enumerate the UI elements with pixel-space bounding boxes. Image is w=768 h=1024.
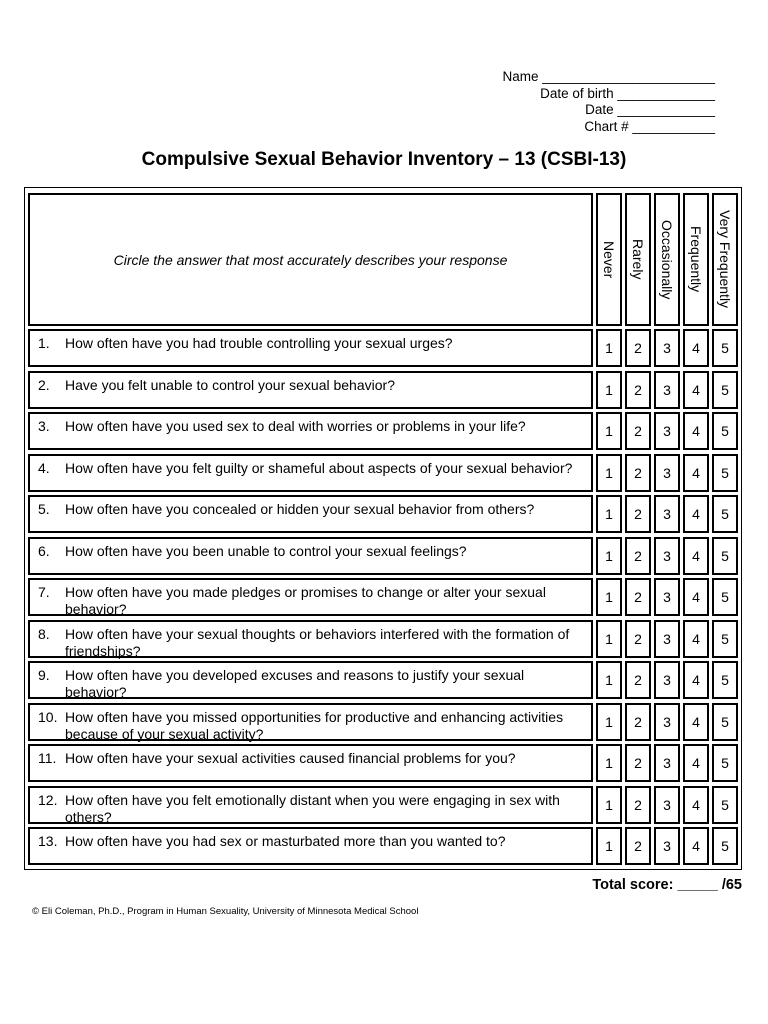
- answer-option[interactable]: 1: [596, 703, 622, 741]
- question-text: How often have you been unable to control your sexual feelings?: [65, 543, 467, 559]
- answer-option[interactable]: 3: [654, 744, 680, 782]
- date-of-birth-field[interactable]: Date of birth _____________: [540, 85, 715, 101]
- answer-option[interactable]: 4: [683, 454, 709, 492]
- answer-option[interactable]: 3: [654, 827, 680, 865]
- answer-option[interactable]: 1: [596, 661, 622, 699]
- answer-option[interactable]: 2: [625, 537, 651, 575]
- question-number: 6.: [38, 543, 50, 559]
- answer-option[interactable]: 5: [712, 661, 738, 699]
- answer-option[interactable]: 1: [596, 620, 622, 658]
- answer-option[interactable]: 4: [683, 744, 709, 782]
- column-header-frequently: [683, 193, 709, 326]
- question-text: How often have you felt guilty or shameful about aspects of your sexual behavior?: [65, 460, 573, 476]
- question-number: 8.: [38, 626, 50, 642]
- answer-option[interactable]: 1: [596, 495, 622, 533]
- question-row: [28, 329, 593, 367]
- question-text: Have you felt unable to control your sexual behavior?: [65, 377, 395, 393]
- question-row: [28, 454, 593, 492]
- question-number: 9.: [38, 667, 50, 683]
- answer-option[interactable]: 4: [683, 620, 709, 658]
- question-number: 13.: [38, 833, 58, 849]
- question-text: How often have your sexual activities caused financial problems for you?: [65, 750, 516, 766]
- answer-option[interactable]: 5: [712, 620, 738, 658]
- question-row: [28, 744, 593, 782]
- answer-option[interactable]: 1: [596, 827, 622, 865]
- answer-option[interactable]: 3: [654, 578, 680, 616]
- answer-option[interactable]: 1: [596, 786, 622, 824]
- answer-option[interactable]: 1: [596, 454, 622, 492]
- column-header-very-frequently: [712, 193, 738, 326]
- answer-option[interactable]: 3: [654, 371, 680, 409]
- question-number: 1.: [38, 335, 50, 351]
- answer-option[interactable]: 5: [712, 495, 738, 533]
- answer-option[interactable]: 2: [625, 786, 651, 824]
- date-field[interactable]: Date _____________: [585, 102, 715, 117]
- answer-option[interactable]: 5: [712, 454, 738, 492]
- question-row: [28, 578, 593, 616]
- answer-option[interactable]: 5: [712, 786, 738, 824]
- question-number: 3.: [38, 418, 50, 434]
- answer-option[interactable]: 1: [596, 329, 622, 367]
- total-score[interactable]: Total score: _____ /65: [592, 877, 742, 893]
- answer-option[interactable]: 2: [625, 661, 651, 699]
- answer-option[interactable]: 4: [683, 661, 709, 699]
- question-text: How often have you missed opportunities for productive and enhancing activities because of your sexual activity?: [65, 709, 564, 742]
- question-number: 10.: [38, 709, 58, 725]
- answer-option[interactable]: 5: [712, 578, 738, 616]
- answer-option[interactable]: 2: [625, 578, 651, 616]
- answer-option[interactable]: 5: [712, 703, 738, 741]
- answer-option[interactable]: 4: [683, 412, 709, 450]
- question-number: 12.: [38, 792, 58, 808]
- name-field[interactable]: Name _______________________: [502, 69, 715, 84]
- answer-option[interactable]: 5: [712, 371, 738, 409]
- column-header-label: Rarely: [630, 239, 646, 280]
- answer-option[interactable]: 4: [683, 329, 709, 367]
- question-text: How often have your sexual thoughts or behaviors interfered with the formation of friendships?: [65, 626, 570, 659]
- answer-option[interactable]: 5: [712, 329, 738, 367]
- answer-option[interactable]: 3: [654, 329, 680, 367]
- question-number: 7.: [38, 584, 50, 600]
- question-row: [28, 412, 593, 450]
- column-header-label: Never: [601, 240, 617, 279]
- answer-option[interactable]: 3: [654, 786, 680, 824]
- question-text: How often have you felt emotionally distant when you were engaging in sex with others?: [65, 792, 560, 825]
- answer-option[interactable]: 1: [596, 744, 622, 782]
- answer-option[interactable]: 4: [683, 578, 709, 616]
- question-text: How often have you developed excuses and reasons to justify your sexual behavior?: [65, 667, 525, 700]
- question-number: 5.: [38, 501, 50, 517]
- question-text: How often have you had trouble controlling your sexual urges?: [65, 335, 453, 351]
- question-text: How often have you used sex to deal with worries or problems in your life?: [65, 418, 526, 434]
- column-header-rarely: [625, 193, 651, 326]
- answer-option[interactable]: 1: [596, 412, 622, 450]
- column-header-label: Occasionally: [659, 219, 675, 300]
- answer-option[interactable]: 2: [625, 620, 651, 658]
- answer-option[interactable]: 5: [712, 537, 738, 575]
- answer-option[interactable]: 1: [596, 371, 622, 409]
- instruction-cell: Circle the answer that most accurately describes your response: [28, 193, 593, 326]
- answer-option[interactable]: 4: [683, 827, 709, 865]
- answer-option[interactable]: 4: [683, 786, 709, 824]
- answer-option[interactable]: 1: [596, 537, 622, 575]
- answer-option[interactable]: 3: [654, 454, 680, 492]
- copyright-footer: © Eli Coleman, Ph.D., Program in Human Sexuality, University of Minnesota Medical School: [32, 906, 419, 917]
- question-row: [28, 786, 593, 824]
- question-row: [28, 495, 593, 533]
- question-row: [28, 620, 593, 658]
- answer-option[interactable]: 3: [654, 703, 680, 741]
- answer-option[interactable]: 2: [625, 412, 651, 450]
- chart-number-field[interactable]: Chart # ___________: [584, 118, 715, 134]
- column-header-label: Very Frequently: [717, 210, 733, 309]
- answer-option[interactable]: 4: [683, 537, 709, 575]
- question-row: [28, 703, 593, 741]
- question-text: How often have you made pledges or promises to change or alter your sexual behavior?: [65, 584, 546, 617]
- answer-option[interactable]: 2: [625, 329, 651, 367]
- form-title: Compulsive Sexual Behavior Inventory – 13 (CSBI-13): [141, 149, 627, 170]
- column-header-label: Frequently: [688, 226, 704, 293]
- question-text: How often have you had sex or masturbated more than you wanted to?: [65, 833, 506, 849]
- answer-option[interactable]: 5: [712, 412, 738, 450]
- answer-option[interactable]: 2: [625, 827, 651, 865]
- question-text: How often have you concealed or hidden your sexual behavior from others?: [65, 501, 535, 517]
- question-row: [28, 827, 593, 865]
- answer-option[interactable]: 2: [625, 371, 651, 409]
- question-row: [28, 537, 593, 575]
- answer-option[interactable]: 4: [683, 703, 709, 741]
- answer-option[interactable]: 5: [712, 744, 738, 782]
- answer-option[interactable]: 3: [654, 537, 680, 575]
- answer-option[interactable]: 2: [625, 744, 651, 782]
- answer-option[interactable]: 2: [625, 703, 651, 741]
- question-number: 11.: [38, 750, 57, 766]
- answer-option[interactable]: 4: [683, 371, 709, 409]
- question-row: [28, 371, 593, 409]
- answer-option[interactable]: 5: [712, 827, 738, 865]
- question-row: [28, 661, 593, 699]
- answer-option[interactable]: 3: [654, 412, 680, 450]
- column-header-never: [596, 193, 622, 326]
- answer-option[interactable]: 3: [654, 495, 680, 533]
- question-number: 2.: [38, 377, 50, 393]
- answer-option[interactable]: 3: [654, 620, 680, 658]
- question-number: 4.: [38, 460, 50, 476]
- answer-option[interactable]: 3: [654, 661, 680, 699]
- column-header-occasionally: [654, 193, 680, 326]
- answer-option[interactable]: 1: [596, 578, 622, 616]
- answer-option[interactable]: 4: [683, 495, 709, 533]
- patient-info-header: [503, 69, 715, 135]
- answer-option[interactable]: 2: [625, 495, 651, 533]
- answer-option[interactable]: 2: [625, 454, 651, 492]
